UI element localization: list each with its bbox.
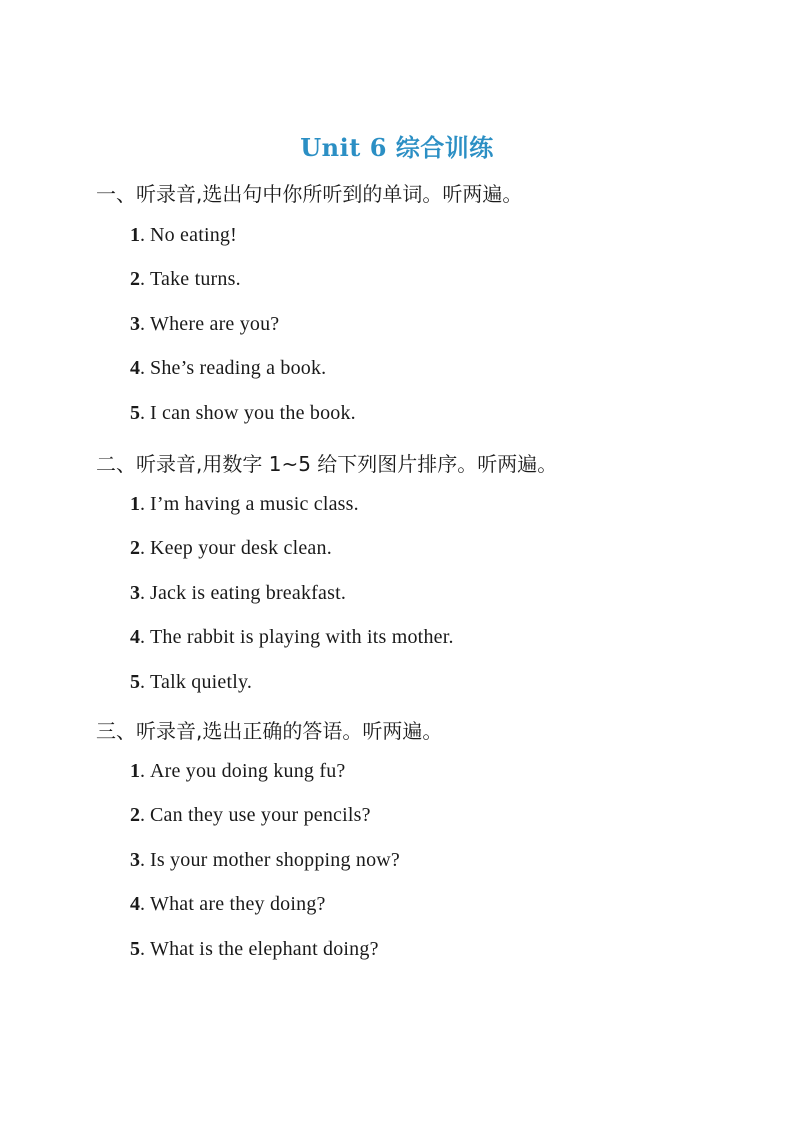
section-heading-2: 二、听录音,用数字 1~5 给下列图片排序。听两遍。	[96, 452, 558, 476]
item-text: Are you doing kung fu?	[150, 760, 346, 782]
list-item: 2. Can they use your pencils?	[130, 804, 371, 826]
item-text: Can they use your pencils?	[150, 804, 371, 826]
item-text: Take turns.	[150, 268, 241, 290]
item-text: She’s reading a book.	[150, 357, 327, 379]
item-number: 5	[130, 402, 140, 424]
item-number: 1	[130, 760, 140, 782]
item-text: Jack is eating breakfast.	[150, 582, 347, 604]
list-item: 1. I’m having a music class.	[130, 493, 359, 515]
item-number: 3	[130, 313, 140, 335]
list-item: 5. Talk quietly.	[130, 671, 253, 693]
list-item: 5. I can show you the book.	[130, 402, 356, 424]
item-number: 4	[130, 626, 140, 648]
list-item: 4. She’s reading a book.	[130, 357, 327, 379]
item-text: Is your mother shopping now?	[150, 849, 401, 871]
list-item: 1. Are you doing kung fu?	[130, 760, 346, 782]
item-number: 5	[130, 938, 140, 960]
item-text: Talk quietly.	[150, 671, 253, 693]
item-text: I can show you the book.	[150, 402, 356, 424]
item-text: The rabbit is playing with its mother.	[150, 626, 454, 648]
item-text: Where are you?	[150, 313, 280, 335]
item-text: Keep your desk clean.	[150, 537, 332, 559]
item-number: 2	[130, 537, 140, 559]
list-item: 2. Take turns.	[130, 268, 241, 290]
list-item: 4. What are they doing?	[130, 893, 326, 915]
list-item: 3. Jack is eating breakfast.	[130, 582, 347, 604]
item-number: 1	[130, 493, 140, 515]
item-number: 1	[130, 224, 140, 246]
item-text: What are they doing?	[150, 893, 326, 915]
item-number: 3	[130, 582, 140, 604]
section-heading-1: 一、听录音,选出句中你所听到的单词。听两遍。	[96, 182, 523, 206]
list-item: 5. What is the elephant doing?	[130, 938, 379, 960]
list-item: 4. The rabbit is playing with its mother.	[130, 626, 454, 648]
item-number: 2	[130, 268, 140, 290]
item-number: 4	[130, 893, 140, 915]
list-item: 3. Is your mother shopping now?	[130, 849, 401, 871]
list-item: 3. Where are you?	[130, 313, 280, 335]
page-title: Unit 6 综合训练	[300, 133, 494, 162]
list-item: 1. No eating!	[130, 224, 237, 246]
item-number: 3	[130, 849, 140, 871]
item-number: 2	[130, 804, 140, 826]
section-heading-3: 三、听录音,选出正确的答语。听两遍。	[96, 719, 443, 743]
item-text: No eating!	[150, 224, 237, 246]
list-item: 2. Keep your desk clean.	[130, 537, 332, 559]
item-number: 5	[130, 671, 140, 693]
item-text: I’m having a music class.	[150, 493, 359, 515]
item-number: 4	[130, 357, 140, 379]
item-text: What is the elephant doing?	[150, 938, 379, 960]
